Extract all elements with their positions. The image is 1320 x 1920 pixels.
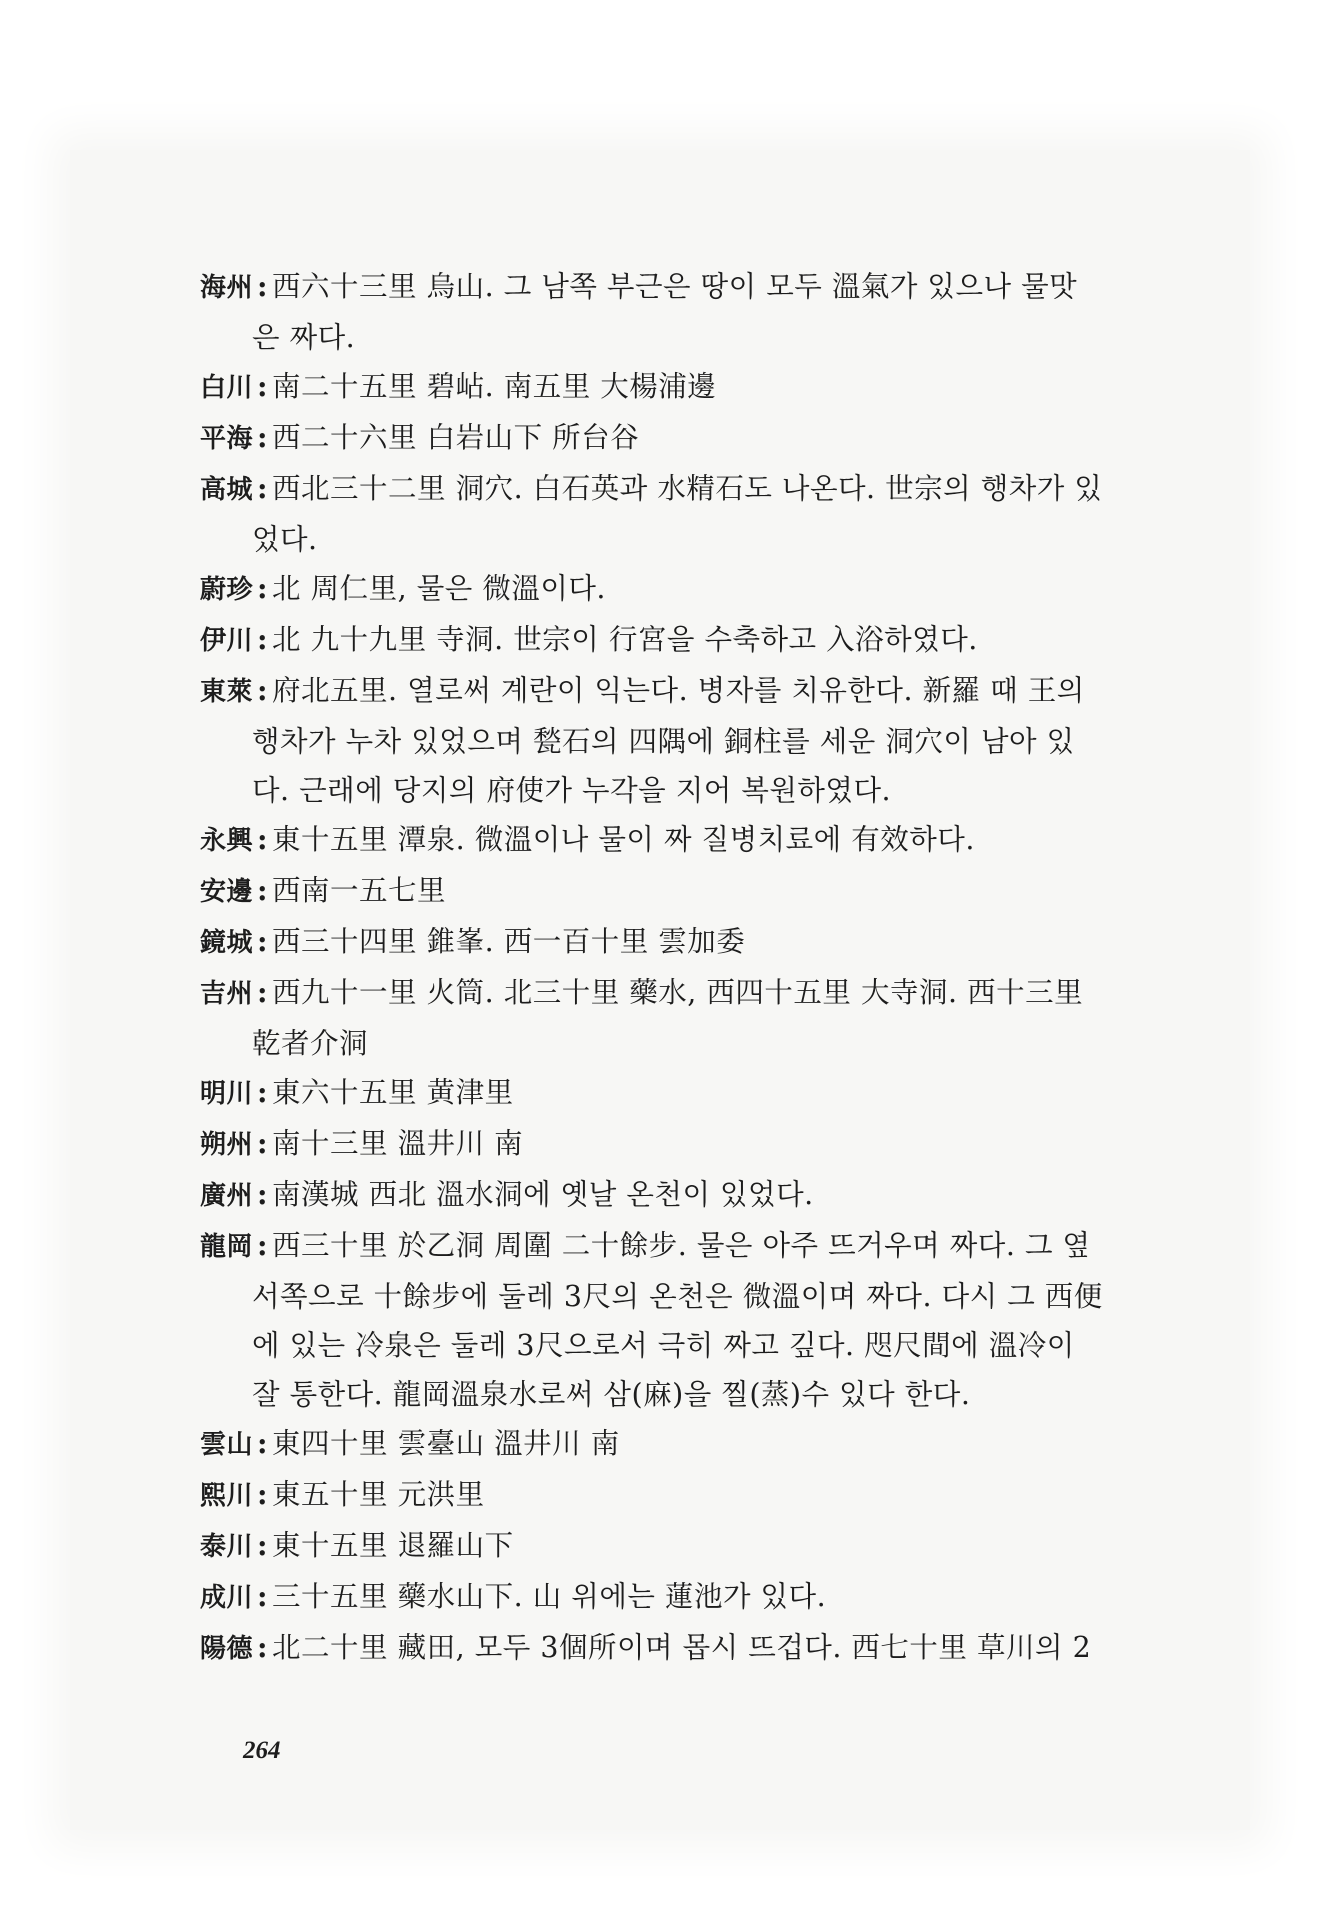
entry-text: 東四十里 雲臺山 溫井川 南: [272, 1427, 620, 1460]
separator: :: [257, 1477, 269, 1511]
separator: :: [257, 1579, 269, 1613]
text-block: [200, 262, 1170, 1674]
separator: :: [257, 1630, 269, 1664]
entry-continuation-line: [200, 515, 1170, 564]
place-name: 東萊: [200, 677, 254, 707]
entry-text: 서쪽으로 十餘步에 둘레 3尺의 온천은 微溫이며 짜다. 다시 그 西便: [252, 1280, 1103, 1313]
separator: :: [257, 1528, 269, 1562]
separator: :: [257, 1177, 269, 1211]
place-name: 熙川: [200, 1481, 254, 1511]
place-name: 朔州: [200, 1130, 254, 1160]
entry-text: 西九十一里 火筒. 北三十里 藥水, 西四十五里 大寺洞. 西十三里: [272, 976, 1084, 1009]
entry-text: 北二十里 藏田, 모두 3個所이며 몹시 뜨겁다. 西七十里 草川의 2: [272, 1631, 1092, 1664]
entry-text: 西南一五七里: [272, 874, 447, 907]
entry-first-line: [200, 666, 1170, 717]
entry-first-line: [200, 1221, 1170, 1272]
place-name: 白川: [200, 373, 254, 403]
separator: :: [257, 975, 269, 1009]
entry-first-line: [200, 464, 1170, 515]
separator: :: [257, 420, 269, 454]
place-name: 明川: [200, 1079, 254, 1109]
entry-first-line: [200, 615, 1170, 666]
separator: :: [257, 873, 269, 907]
entry-text: 잘 통한다. 龍岡溫泉水로써 삼(麻)을 찔(蒸)수 있다 한다.: [252, 1378, 971, 1411]
entry-first-line: [200, 1521, 1170, 1572]
entry-text: 다. 근래에 당지의 府使가 누각을 지어 복원하였다.: [252, 774, 892, 807]
entry-text: 南二十五里 碧岾. 南五里 大楊浦邊: [272, 370, 717, 403]
entry-text: 東十五里 退羅山下: [272, 1529, 514, 1562]
separator: :: [257, 622, 269, 656]
separator: :: [257, 673, 269, 707]
separator: :: [257, 1426, 269, 1460]
page-number: 264: [243, 1737, 281, 1764]
place-name: 安邊: [200, 877, 254, 907]
entry-text: 은 짜다.: [252, 321, 356, 354]
place-name: 永興: [200, 826, 254, 856]
entry-text: 西三十四里 錐峯. 西一百十里 雲加委: [272, 925, 746, 958]
entry-text: 에 있는 冷泉은 둘레 3尺으로서 극히 짜고 깊다. 咫尺間에 溫冷이: [252, 1329, 1075, 1362]
entry-continuation-line: [200, 766, 1170, 815]
entry-text: 乾者介洞: [252, 1027, 369, 1060]
separator: :: [257, 471, 269, 505]
entry-text: 南十三里 溫井川 南: [272, 1127, 524, 1160]
entry-text: 南漢城 西北 溫水洞에 옛날 온천이 있었다.: [272, 1178, 814, 1211]
entry-first-line: [200, 968, 1170, 1019]
place-name: 陽德: [200, 1634, 254, 1664]
entry-first-line: [200, 917, 1170, 968]
entry-first-line: [200, 1119, 1170, 1170]
place-name: 海州: [200, 273, 254, 303]
entry-continuation-line: [200, 1019, 1170, 1068]
entry-text: 西北三十二里 洞穴. 白石英과 水精石도 나온다. 世宗의 행차가 있: [272, 472, 1103, 505]
place-name: 鏡城: [200, 928, 254, 958]
entry-first-line: [200, 1572, 1170, 1623]
entry-text: 西二十六里 白岩山下 所台谷: [272, 421, 640, 454]
entry-continuation-line: [200, 313, 1170, 362]
entry-first-line: [200, 1470, 1170, 1521]
place-name: 廣州: [200, 1181, 254, 1211]
place-name: 雲山: [200, 1430, 254, 1460]
entry-text: 三十五里 藥水山下. 山 위에는 蓮池가 있다.: [272, 1580, 827, 1613]
entry-first-line: [200, 1170, 1170, 1221]
entry-continuation-line: [200, 1370, 1170, 1419]
place-name: 吉州: [200, 979, 254, 1009]
separator: :: [257, 571, 269, 605]
separator: :: [257, 1075, 269, 1109]
entry-continuation-line: [200, 1321, 1170, 1370]
entry-text: 행차가 누차 있었으며 甃石의 四隅에 銅柱를 세운 洞穴이 남아 있: [252, 725, 1075, 758]
entry-first-line: [200, 866, 1170, 917]
separator: :: [257, 1126, 269, 1160]
place-name: 高城: [200, 475, 254, 505]
place-name: 平海: [200, 424, 254, 454]
entry-text: 東十五里 潭泉. 微溫이나 물이 짜 질병치료에 有效하다.: [272, 823, 975, 856]
entry-text: 北 九十九里 寺洞. 世宗이 行宮을 수축하고 入浴하였다.: [272, 623, 978, 656]
place-name: 伊川: [200, 626, 254, 656]
separator: :: [257, 1228, 269, 1262]
entry-text: 었다.: [252, 523, 318, 556]
entry-text: 北 周仁里, 물은 微溫이다.: [272, 572, 606, 605]
entry-text: 府北五里. 열로써 계란이 익는다. 병자를 치유한다. 新羅 때 王의: [272, 674, 1085, 707]
entry-continuation-line: [200, 1272, 1170, 1321]
entry-text: 西六十三里 烏山. 그 남쪽 부근은 땅이 모두 溫氣가 있으나 물맛: [272, 270, 1078, 303]
entry-first-line: [200, 1419, 1170, 1470]
separator: :: [257, 924, 269, 958]
entry-first-line: [200, 564, 1170, 615]
separator: :: [257, 269, 269, 303]
place-name: 成川: [200, 1583, 254, 1613]
place-name: 龍岡: [200, 1232, 254, 1262]
separator: :: [257, 822, 269, 856]
separator: :: [257, 369, 269, 403]
entry-first-line: [200, 262, 1170, 313]
entry-text: 東六十五里 黄津里: [272, 1076, 514, 1109]
entry-text: 西三十里 於乙洞 周圍 二十餘步. 물은 아주 뜨거우며 짜다. 그 옆: [272, 1229, 1091, 1262]
entry-continuation-line: [200, 717, 1170, 766]
place-name: 泰川: [200, 1532, 254, 1562]
entry-first-line: [200, 1068, 1170, 1119]
entry-first-line: [200, 362, 1170, 413]
entry-first-line: [200, 413, 1170, 464]
entry-first-line: [200, 815, 1170, 866]
entry-text: 東五十里 元洪里: [272, 1478, 485, 1511]
entry-first-line: [200, 1623, 1170, 1674]
place-name: 蔚珍: [200, 575, 254, 605]
